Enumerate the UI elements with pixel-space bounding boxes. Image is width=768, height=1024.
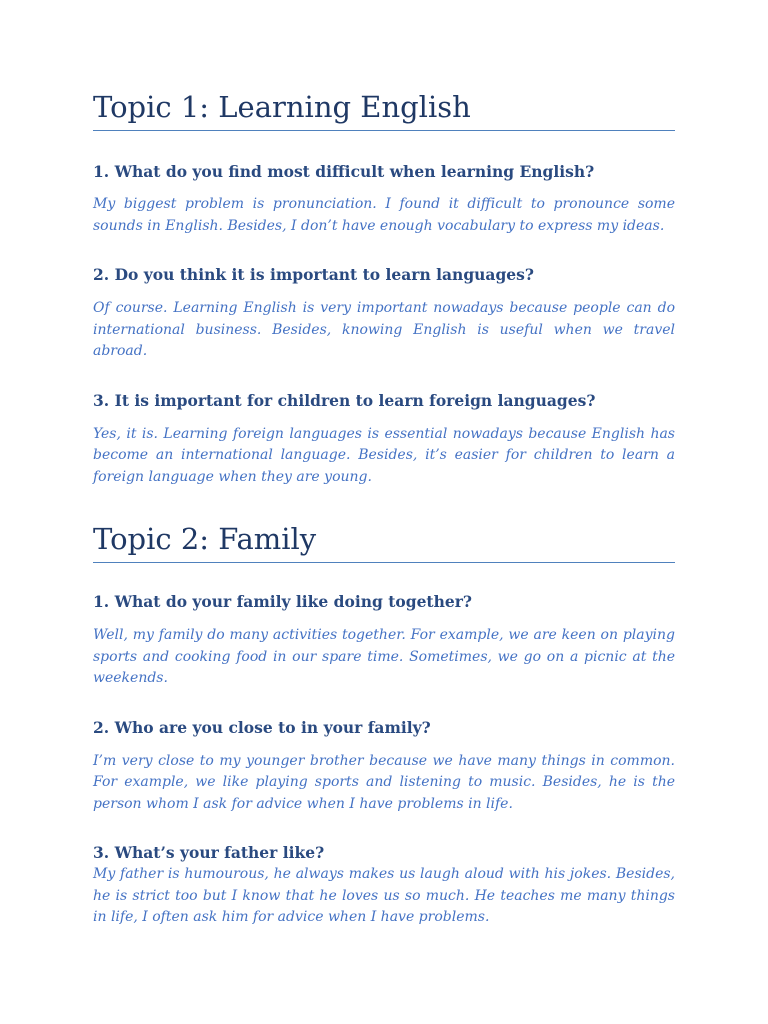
qa-item xyxy=(93,717,675,816)
qa-item xyxy=(93,591,675,690)
qa-item xyxy=(93,264,675,363)
question-heading: 3. What’s your father like? xyxy=(93,843,325,862)
answer-paragraph: Of course. Learning English is very important nowadays because people can do international business. Besides, knowing English is useful when we travel abroad. xyxy=(93,300,675,359)
topic-title: Topic 2: Family xyxy=(93,520,675,563)
qa-item xyxy=(93,390,675,489)
qa-item xyxy=(93,842,675,929)
question-heading: 1. What do you find most difficult when learning English? xyxy=(93,162,595,181)
answer-paragraph: My father is humourous, he always makes us laugh aloud with his jokes. Besides, he is strict too but I know that he loves us so much. He teaches me many things in life, I often ask him for advice when I have problems. xyxy=(93,866,675,925)
answer-paragraph: Well, my family do many activities together. For example, we are keen on playing sports and cooking food in our spare time. Sometimes, we go on a picnic at the weekends. xyxy=(93,627,675,686)
document-page xyxy=(93,88,675,929)
question-heading: 3. It is important for children to learn foreign languages? xyxy=(93,390,596,410)
qa-item xyxy=(93,161,675,237)
question-heading: 2. Who are you close to in your family? xyxy=(93,717,431,737)
question-heading: 1. What do your family like doing together? xyxy=(93,592,472,611)
topic-title: Topic 1: Learning English xyxy=(93,88,675,131)
answer-paragraph: My biggest problem is pronunciation. I found it difficult to pronounce some sounds in English. Besides, I don’t have enough vocabulary to express my ideas. xyxy=(93,196,675,234)
question-heading: 2. Do you think it is important to learn languages? xyxy=(93,265,534,284)
answer-paragraph: I’m very close to my younger brother because we have many things in common. For example, we like playing sports and listening to music. Besides, he is the person whom I ask for advice when I have problems in life. xyxy=(93,752,675,812)
answer-paragraph: Yes, it is. Learning foreign languages is essential nowadays because English has become an international language. Besides, it’s easier for children to learn a foreign language when they are young. xyxy=(93,425,675,485)
topic-section-2 xyxy=(93,520,675,929)
topic-section-1 xyxy=(93,88,675,488)
